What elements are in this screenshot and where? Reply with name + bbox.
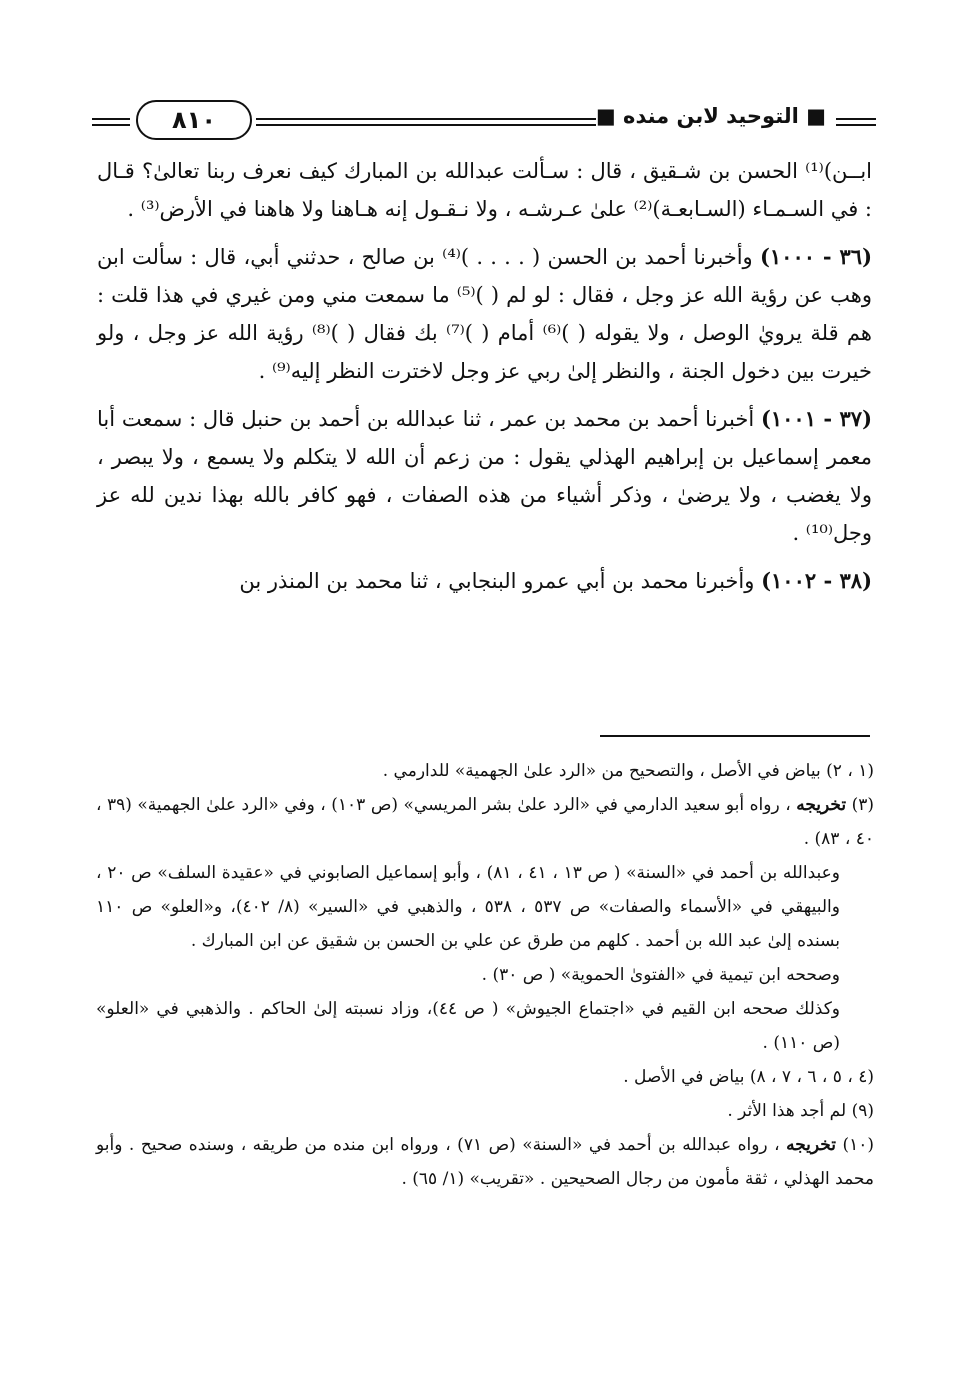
paragraph-text: ابــن)⁽¹⁾ الحسن بن شـقيق ، قال : سـألت عبدالله بن المبارك كيف نعرف ربنا تعالىٰ؟ قـال : في السـمـاء (السـابعـة)⁽²⁾ علىٰ عـرشـه ، ولا نـقـول إنه هـاهنا ولا هاهنا في الأرض⁽³⁾ . — [97, 159, 872, 221]
footnote-label: (١٠) — [842, 1135, 875, 1155]
footnote — [96, 1128, 874, 1196]
page-header — [92, 98, 876, 144]
footnotes — [96, 754, 874, 1196]
footnote-continuation — [96, 992, 874, 1060]
footnote-text: لم أجد هذا الأثر . — [727, 1101, 847, 1121]
header-rule-left — [92, 118, 130, 126]
running-title: ■ التوحيد لابن منده ■ — [595, 104, 826, 128]
hadith-paragraph — [97, 238, 872, 390]
hadith-number: (٣٨ - ١٠٠٢) — [761, 568, 872, 593]
footnote-text: بياض في الأصل ، والتصحيح من «الرد علىٰ الجهمية» للدارمي . — [382, 761, 821, 781]
footnote-text: وكذلك صححه ابن القيم في «اجتماع الجيوش» ( ص ٤٤)، وزاد نسبته إلىٰ الحاكم . والذهبي في «العلو» (ص ١١٠) . — [96, 999, 841, 1053]
footnote-label: (٣) — [851, 795, 875, 815]
hadith-paragraph — [97, 400, 872, 552]
footnote-continuation — [96, 958, 874, 992]
footnote-label: (٤ ، ٥ ، ٦ ، ٧ ، ٨) — [749, 1067, 874, 1087]
footnote-keyword: تخريجه — [786, 1135, 836, 1155]
footnote — [96, 754, 874, 788]
main-text — [97, 152, 872, 610]
paragraph-text: وأخبرنا أحمد بن الحسن ( . . . . )⁽⁴⁾ بن صالح ، حدثني أبي، قال : سألت ابن وهب عن رؤية الله عز وجل ، فقال : لو لم ( )⁽⁵⁾ ما سمعت مني ومن غيري في هذا قلت : هم قلة يرويٰ الوصل ، ولا يقوله ( )⁽⁶⁾ أمام ( )⁽⁷⁾ بك فقال ( )⁽⁸⁾ رؤية الله عز وجل ، ولو خيرت بين دخول الجنة ، والنظر إلىٰ ربي عز وجل لاخترت النظر إليه⁽⁹⁾ . — [97, 245, 872, 383]
footnote-text: وعبدالله بن أحمد في «السنة» ( ص ١٣ ، ٤١ ، ٨١) ، وأبو إسماعيل الصابوني في «عقيدة السلف» ص ٢٠ ، والبيهقي في «الأسماء والصفات» ص ٥٣٧ ، ٥٣٨ ، والذهبي في «السير» (٨/ ٤٠٢)، و«العلو» ص ١١٠ بسنده إلىٰ عبد الله بن أحمد . كلهم من طرق عن علي بن الحسن بن شقيق عن ابن المبارك . — [96, 863, 840, 951]
footnote-text: وصححه ابن تيمية في «الفتوىٰ الحموية» ( ص ٣٠) . — [481, 965, 840, 985]
footnote-text: بياض في الأصل . — [623, 1067, 745, 1087]
header-rule-right — [836, 118, 876, 126]
footnote-text: ، رواه عبدالله بن أحمد في «السنة» (ص ٧١) ، ورواه ابن منده من طريقه ، وسنده صحيح . وأبو محمد الهذلي ، ثقة مأمون من رجال الصحيحين . «تقريب» (١/ ٦٥) . — [96, 1135, 874, 1189]
hadith-number: (٣٧ - ١٠٠١) — [760, 406, 872, 431]
paragraph-text: وأخبرنا محمد بن أبي عمرو البنجابي ، ثنا محمد بن المنذر بن — [239, 569, 755, 593]
footnote-separator — [600, 735, 870, 737]
header-rule-middle — [256, 118, 596, 126]
footnote-text: ، رواه أبو سعيد الدارمي في «الرد علىٰ بشر المريسي» (ص ١٠٣) ، وفي «الرد علىٰ الجهمية» (٣٩ ، ٤٠ ، ٨٣) . — [96, 795, 874, 849]
hadith-paragraph — [97, 562, 872, 600]
page-number: ٨١٠ — [136, 100, 252, 140]
paragraph-text: أخبرنا أحمد بن محمد بن عمر ، ثنا عبدالله بن أحمد بن حنبل قال : سمعت أبا معمر إسماعيل بن إبراهيم الهذلي يقول : من زعم أن الله لا يتكلم ولا يسمع ، ولا يبصر ، ولا يغضب ، ولا يرضىٰ ، وذكر أشياء من هذه الصفات ، فهو كافر بالله بهذا ندين لله عز وجل⁽¹⁰⁾ . — [97, 407, 872, 545]
hadith-number: (٣٦ - ١٠٠٠) — [759, 244, 873, 269]
footnote-label: (١ ، ٢) — [826, 761, 874, 781]
footnote — [96, 1060, 874, 1094]
footnote-continuation — [96, 856, 874, 958]
footnote-keyword: تخريجه — [796, 795, 847, 815]
footnote-label: (٩) — [851, 1101, 874, 1121]
footnote — [96, 1094, 874, 1128]
footnote — [96, 788, 874, 856]
paragraph — [97, 152, 872, 228]
